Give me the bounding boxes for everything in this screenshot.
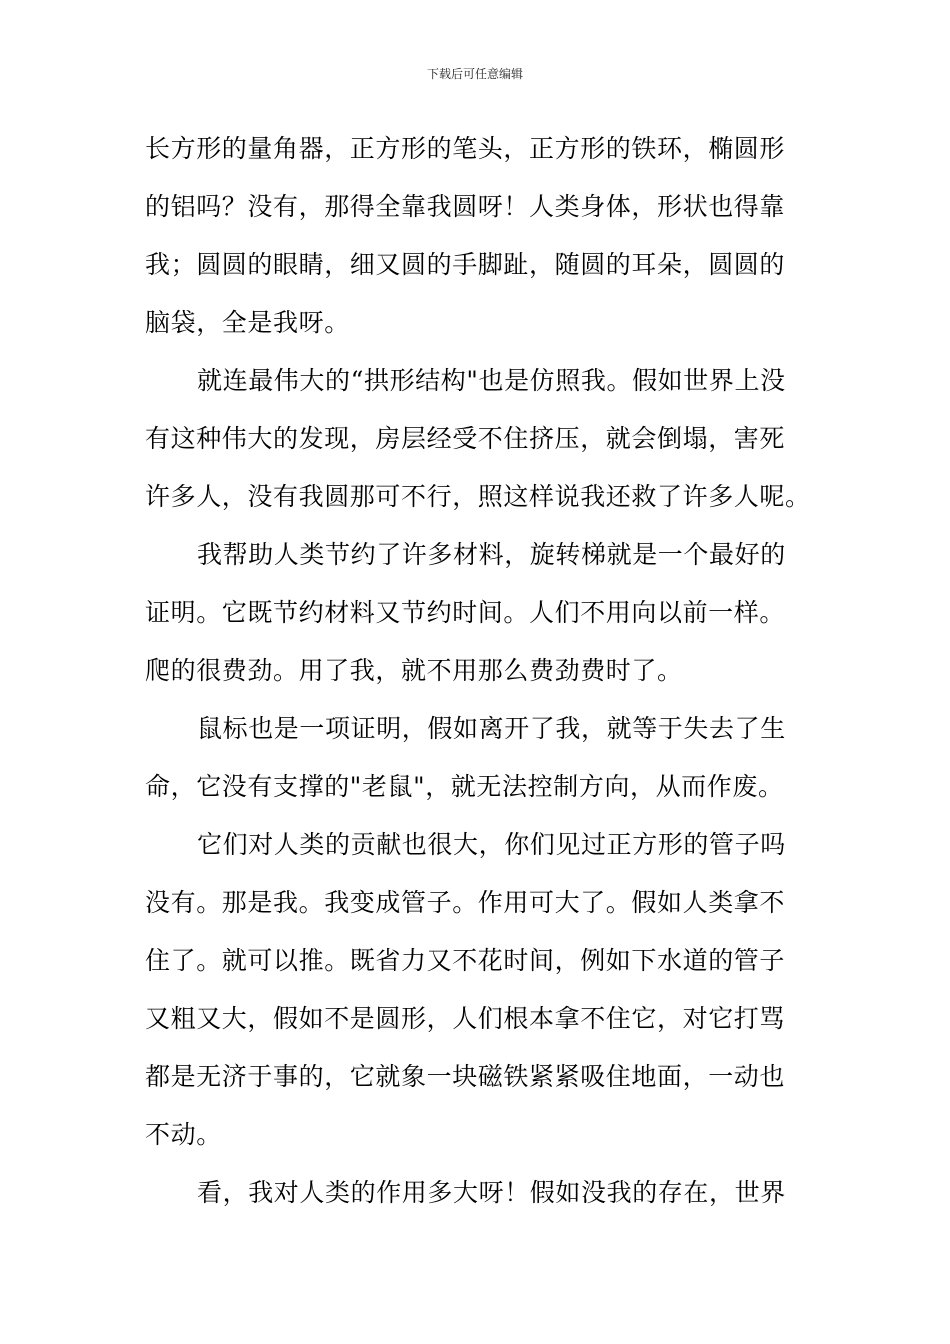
- document-body: [145, 120, 811, 1222]
- text-line: 又粗又大，假如不是圆形，人们根本拿不住它，对它打骂: [145, 1004, 786, 1033]
- text-line: 有这种伟大的发现，房层经受不住挤压，就会倒塌，害死: [145, 424, 786, 453]
- text-line: 脑袋，全是我呀。: [145, 308, 350, 337]
- text-line: 它们对人类的贡献也很大，你们见过正方形的管子吗: [197, 830, 786, 859]
- text-line: 没有。那是我。我变成管子。作用可大了。假如人类拿不: [145, 888, 786, 917]
- text-line: 鼠标也是一项证明，假如离开了我，就等于失去了生: [197, 714, 786, 743]
- text-line: 不动。: [145, 1120, 222, 1149]
- text-line: 长方形的量角器，正方形的笔头，正方形的铁环，椭圆形: [145, 134, 786, 163]
- text-line: 住了。就可以推。既省力又不花时间，例如下水道的管子: [145, 946, 786, 975]
- text-line: 我；圆圆的眼睛，细又圆的手脚趾，随圆的耳朵，圆圆的: [145, 250, 786, 279]
- text-line: 看，我对人类的作用多大呀！假如没我的存在，世界: [197, 1178, 786, 1207]
- text-line: 的铝吗？没有，那得全靠我圆呀！人类身体，形状也得靠: [145, 192, 786, 221]
- text-line: 就连最伟大的“拱形结构"也是仿照我。假如世界上没: [197, 366, 786, 395]
- text-line: 证明。它既节约材料又节约时间。人们不用向以前一样。: [145, 598, 786, 627]
- text-line: 爬的很费劲。用了我，就不用那么费劲费时了。: [145, 656, 683, 685]
- text-line: 命，它没有支撑的"老鼠"，就无法控制方向，从而作废。: [145, 772, 784, 801]
- text-line: 都是无济于事的，它就象一块磁铁紧紧吸住地面，一动也: [145, 1062, 786, 1091]
- text-line: 许多人，没有我圆那可不行，照这样说我还救了许多人呢。: [145, 482, 811, 511]
- page-header: 下载后可任意编辑: [426, 67, 523, 81]
- text-line: 我帮助人类节约了许多材料，旋转梯就是一个最好的: [197, 540, 786, 569]
